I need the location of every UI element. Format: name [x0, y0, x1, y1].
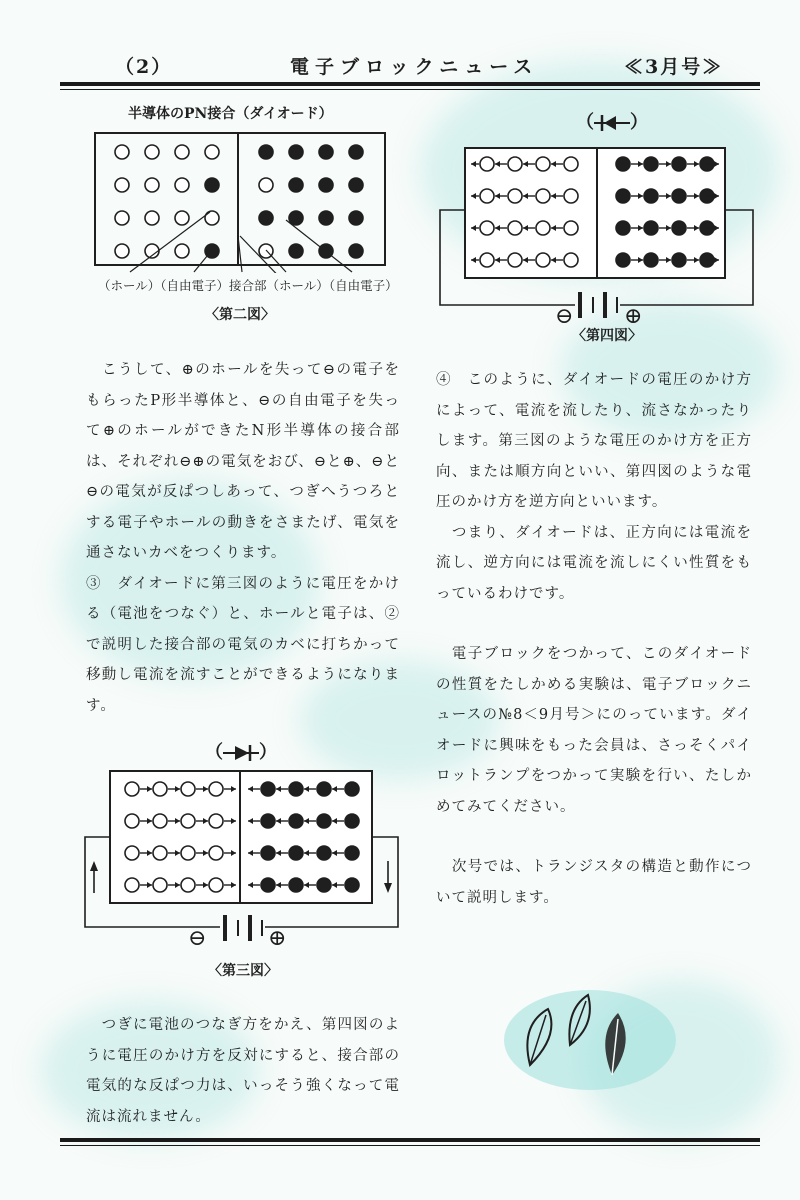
electron-dot	[289, 145, 303, 159]
footer-rule-thin	[60, 1145, 760, 1146]
electron-dot	[289, 878, 303, 892]
left-column-lower	[86, 1010, 400, 1132]
hole-dot	[508, 189, 522, 203]
hole-dot	[125, 846, 139, 860]
hole-dot	[153, 846, 167, 860]
hole-dot	[564, 157, 578, 171]
electron-dot	[616, 253, 630, 267]
figure2-labels	[98, 276, 398, 294]
electron-dot	[644, 189, 658, 203]
hole-dot	[175, 145, 189, 159]
hole-dot	[209, 878, 223, 892]
electron-dot	[289, 782, 303, 796]
hole-dot	[564, 189, 578, 203]
left-column-upper	[86, 355, 400, 721]
label-electron-n: （自由電子）	[328, 278, 398, 293]
electron-dot	[644, 221, 658, 235]
electron-dot	[319, 145, 333, 159]
figure3-caption: 〈第三図〉	[208, 963, 278, 979]
newsletter-title: 電子ブロックニュース	[290, 56, 539, 78]
label-electron-p: （自由電子）	[160, 278, 230, 293]
hole-dot	[115, 145, 129, 159]
page-number: （2）	[115, 56, 173, 78]
electron-dot	[616, 221, 630, 235]
electron-dot	[616, 189, 630, 203]
right-column	[436, 365, 752, 913]
figure2-caption: 〈第二図〉	[205, 307, 275, 323]
electron-dot	[289, 846, 303, 860]
header-rule	[60, 82, 760, 86]
hole-dot	[175, 178, 189, 192]
electron-dot	[672, 221, 686, 235]
electron-dot	[345, 846, 359, 860]
paragraph-forward-bias: ③ ダイオードに第三図のように電圧をかける（電池をつなぐ）と、ホールと電子は、②で説明した接合部の電気のカベに打ちかって移動し電流を流すことができるようになります。	[86, 575, 400, 714]
hole-dot	[536, 157, 550, 171]
hole-dot	[181, 878, 195, 892]
electron-dot	[261, 846, 275, 860]
hole-dot	[508, 157, 522, 171]
electron-dot	[261, 814, 275, 828]
hole-dot	[564, 221, 578, 235]
hole-dot	[145, 145, 159, 159]
figure2-leader-lines	[90, 200, 390, 280]
electron-dot	[345, 878, 359, 892]
label-junction: 接合部	[229, 278, 267, 293]
hole-dot	[125, 814, 139, 828]
spacer	[436, 822, 752, 852]
electron-dot	[319, 178, 333, 192]
electron-dot	[616, 157, 630, 171]
electron-dot	[349, 178, 363, 192]
issue-label: ≪3月号≫	[624, 56, 724, 78]
footer-rule	[60, 1138, 760, 1142]
electron-dot	[644, 253, 658, 267]
hole-dot	[480, 189, 494, 203]
figure4-minus-icon: ⊖	[555, 304, 574, 329]
electron-dot	[205, 178, 219, 192]
hole-dot	[153, 814, 167, 828]
figure3-forward-bias	[80, 765, 410, 960]
diode-reverse-icon	[594, 114, 630, 132]
hole-dot	[181, 846, 195, 860]
electron-dot	[345, 782, 359, 796]
electron-dot	[644, 157, 658, 171]
hole-dot	[209, 846, 223, 860]
electron-dot	[672, 253, 686, 267]
electron-dot	[349, 145, 363, 159]
figure4-caption: 〈第四図〉	[572, 328, 642, 344]
figure4-plus-icon: ⊕	[624, 304, 643, 329]
electron-dot	[289, 178, 303, 192]
hole-dot	[115, 178, 129, 192]
hole-dot	[259, 178, 273, 192]
paragraph-reverse-bias: つぎに電池のつなぎ方をかえ、第四図のように電圧のかけ方を反対にすると、接合部の電気的な反ぱつ力は、いっそう強くなって電流は流れません。	[86, 1017, 400, 1125]
electron-dot	[345, 814, 359, 828]
figure2-title: 半導体のPN接合（ダイオード）	[128, 106, 333, 122]
hole-dot	[125, 782, 139, 796]
hole-dot	[153, 782, 167, 796]
hole-dot	[536, 189, 550, 203]
hole-dot	[205, 145, 219, 159]
electron-dot	[317, 878, 331, 892]
hole-dot	[209, 814, 223, 828]
hole-dot	[145, 178, 159, 192]
paragraph-diode-property: つまり、ダイオードは、正方向には電流を流し、逆方向には電流を流しにくい性質をもっているわけです。	[436, 524, 752, 602]
electron-dot	[261, 782, 275, 796]
hole-dot	[181, 814, 195, 828]
hole-dot	[125, 878, 139, 892]
paragraph-next-issue: 次号では、トランジスタの構造と動作について説明します。	[436, 859, 752, 906]
electron-dot	[259, 145, 273, 159]
hole-dot	[480, 157, 494, 171]
hole-dot	[508, 253, 522, 267]
label-hole-n: （ホール）	[266, 278, 329, 293]
electron-dot	[317, 782, 331, 796]
hole-dot	[508, 221, 522, 235]
hole-dot	[153, 878, 167, 892]
hole-dot	[209, 782, 223, 796]
electron-dot	[317, 846, 331, 860]
figure3-diode-symbol: （ ）	[205, 742, 277, 763]
paragraph-bias-direction: ④ このように、ダイオードの電圧のかけ方によって、電流を流したり、流さなかったりします。第三図のような電圧のかけ方を正方向、または順方向といい、第四図のような電圧のかけ方を逆方向といいます。	[436, 372, 752, 510]
paragraph-junction-wall: こうして、⊕のホールを失って⊖の電子をもらったP形半導体と、⊖の自由電子を失って⊕のホールができたN形半導体の接合部は、それぞれ⊖⊕の電気をおび、⊖と⊕、⊖と⊖の電気が反ぱつしあって、つぎへうつろとする電子やホールの動きをさまたげ、電気を通さないカベをつくります。	[86, 362, 400, 561]
hole-dot	[181, 782, 195, 796]
hole-dot	[564, 253, 578, 267]
figure4-reverse-bias	[435, 140, 765, 340]
label-hole-p: （ホール）	[98, 278, 161, 293]
hole-dot	[480, 253, 494, 267]
figure4-diode-symbol: （ ）	[576, 112, 648, 133]
leaves-illustration	[500, 985, 680, 1095]
electron-dot	[317, 814, 331, 828]
hole-dot	[536, 253, 550, 267]
electron-dot	[672, 189, 686, 203]
electron-dot	[672, 157, 686, 171]
header-rule-thin	[60, 89, 760, 90]
hole-dot	[536, 221, 550, 235]
electron-dot	[289, 814, 303, 828]
paragraph-experiment: 電子ブロックをつかって、このダイオードの性質をたしかめる実験は、電子ブロックニュースの№8＜9月号＞にのっています。ダイオードに興味をもった会員は、さっそくパイロットランプをつかって実験を行い、たしかめてみてください。	[436, 646, 752, 815]
figure3-plus-icon: ⊕	[268, 926, 287, 951]
electron-dot	[261, 878, 275, 892]
hole-dot	[480, 221, 494, 235]
figure3-minus-icon: ⊖	[188, 926, 207, 951]
diode-forward-icon	[223, 744, 259, 762]
spacer	[436, 609, 752, 639]
